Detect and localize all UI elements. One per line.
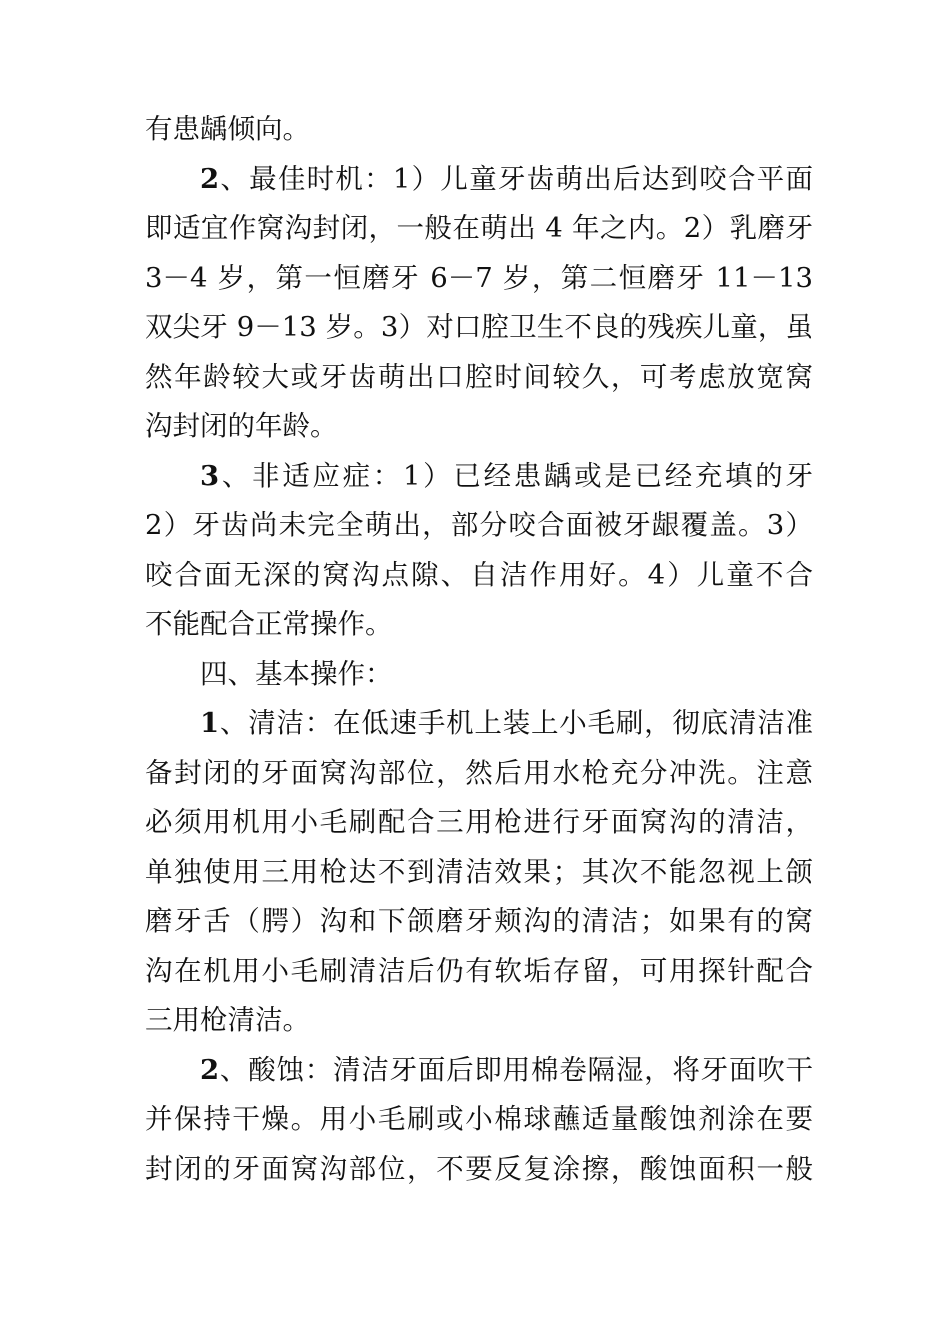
line-text: 、酸蚀：清洁牙面后即用棉卷隔湿，将牙面吹干 (219, 1053, 813, 1086)
line-text: 、清洁：在低速手机上装上小毛刷，彻底清洁准 (219, 707, 813, 739)
item-number: 2 (200, 1053, 220, 1086)
line-text: 、最佳时机：1）儿童牙齿萌出后达到咬合平面 (219, 162, 813, 195)
text-line (145, 155, 813, 205)
text-line (145, 452, 813, 502)
line-text: 3－4 岁，第一恒磨牙 6－7 岁，第二恒磨牙 11－13 (145, 261, 813, 294)
text-line (145, 996, 813, 1046)
line-text: 不能配合正常操作。 (145, 608, 393, 640)
line-text: 、非适应症：1）已经患龋或是已经充填的牙 (219, 459, 813, 492)
item-number: 1 (200, 707, 220, 739)
text-line (145, 501, 813, 551)
text-line (145, 650, 813, 700)
text-line (145, 402, 813, 452)
text-line (145, 1046, 813, 1096)
text-line (145, 600, 813, 650)
text-line (145, 947, 813, 997)
line-text: 单独使用三用枪达不到清洁效果；其次不能忽视上颌 (145, 855, 813, 888)
line-text: 沟在机用小毛刷清洁后仍有软垢存留，可用探针配合 (145, 954, 813, 987)
text-line (145, 749, 813, 799)
text-line (145, 105, 813, 155)
line-text: 四、基本操作： (200, 657, 393, 690)
line-text: 即适宜作窝沟封闭，一般在萌出 4 年之内。2）乳磨牙 (145, 212, 813, 244)
line-text: 沟封闭的年龄。 (145, 410, 338, 442)
text-line (145, 699, 813, 749)
document-body (145, 105, 813, 1194)
line-text: 必须用机用小毛刷配合三用枪进行牙面窝沟的清洁， (145, 806, 813, 838)
line-text: 备封闭的牙面窝沟部位，然后用水枪充分冲洗。注意 (145, 756, 813, 789)
text-line (145, 204, 813, 254)
text-line (145, 798, 813, 848)
line-text: 咬合面无深的窝沟点隙、自洁作用好。4）儿童不合 (145, 558, 813, 591)
text-line (145, 1095, 813, 1145)
text-line (145, 848, 813, 898)
line-text: 2）牙齿尚未完全萌出，部分咬合面被牙龈覆盖。3） (145, 509, 813, 541)
line-text: 并保持干燥。用小毛刷或小棉球蘸适量酸蚀剂涂在要 (145, 1103, 813, 1135)
text-line (145, 353, 813, 403)
line-text: 三用枪清洁。 (145, 1004, 310, 1036)
line-text: 封闭的牙面窝沟部位，不要反复涂擦，酸蚀面积一般 (145, 1152, 813, 1185)
text-line (145, 1145, 813, 1195)
text-line (145, 303, 813, 353)
line-text: 磨牙舌（腭）沟和下颌磨牙颊沟的清洁；如果有的窝 (145, 905, 813, 937)
line-text: 有患龋倾向。 (145, 113, 310, 145)
line-text: 双尖牙 9－13 岁。3）对口腔卫生不良的残疾儿童，虽 (145, 311, 813, 343)
item-number: 3 (200, 459, 220, 492)
text-line (145, 551, 813, 601)
line-text: 然年龄较大或牙齿萌出口腔时间较久，可考虑放宽窝 (145, 360, 813, 393)
text-line (145, 897, 813, 947)
text-line (145, 254, 813, 304)
item-number: 2 (200, 162, 220, 195)
